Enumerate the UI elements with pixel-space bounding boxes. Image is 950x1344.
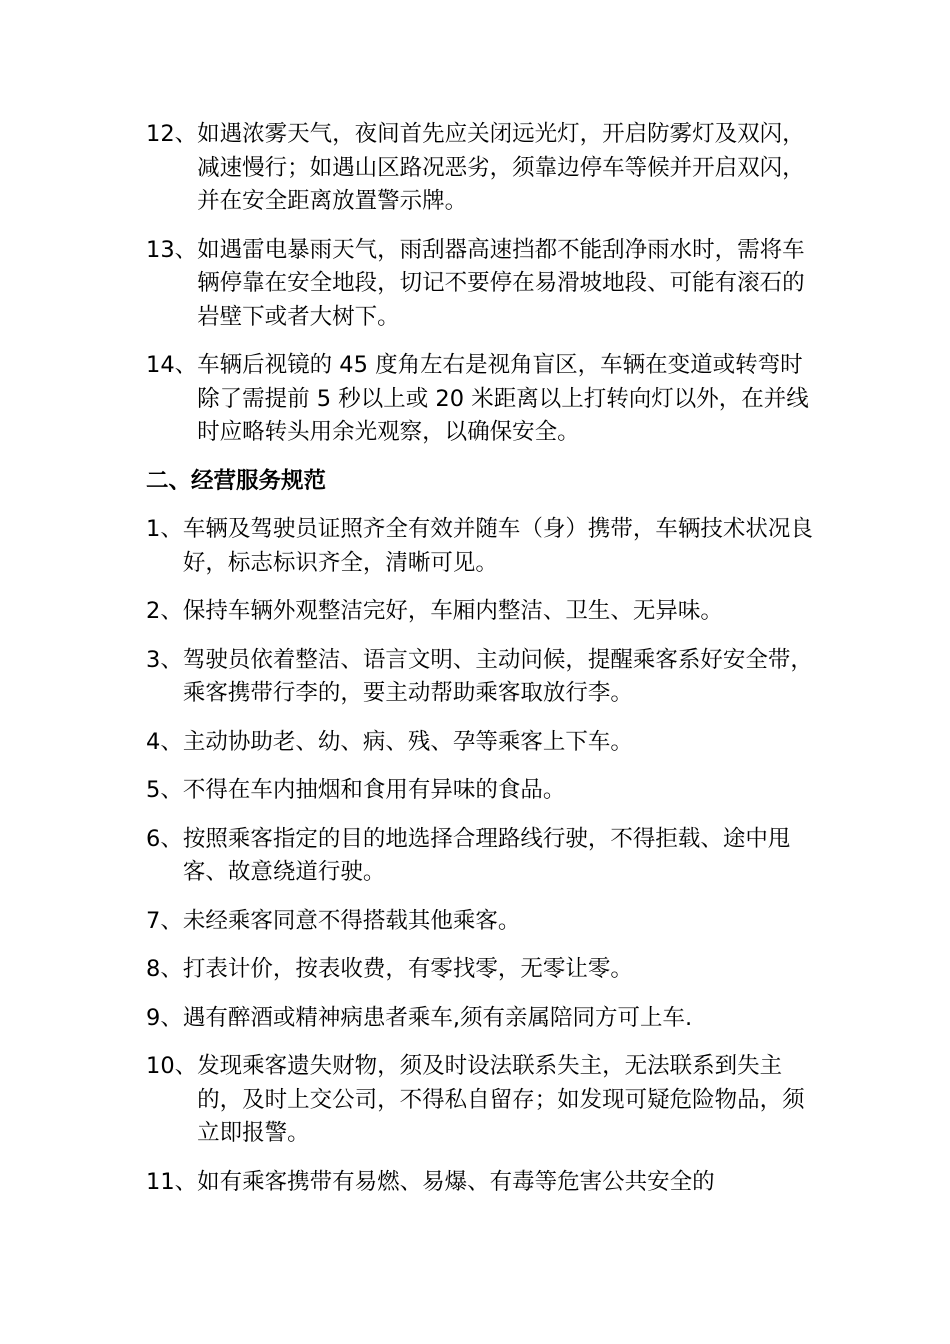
list-item <box>146 1050 814 1151</box>
item-number: 12、 <box>146 121 198 147</box>
item-text: 未经乘客同意不得搭载其他乘客。 <box>182 907 521 934</box>
list-item <box>146 1002 814 1036</box>
item-number: 2、 <box>146 598 183 624</box>
list-item <box>146 1166 814 1200</box>
list-item <box>146 234 814 335</box>
item-text: 主动协助老、幼、病、残、孕等乘客上下车。 <box>182 728 633 755</box>
list-item <box>146 118 814 219</box>
list-item <box>146 644 814 711</box>
item-text: 如遇浓雾天气，夜间首先应关闭远光灯，开启防雾灯及双闪，减速慢行；如遇山区路况恶劣，须靠边停车等候并开启双闪，并在安全距离放置警示牌。 <box>197 121 805 214</box>
section-heading: 二、经营服务规范 <box>146 467 327 494</box>
list-item <box>146 953 814 987</box>
item-number: 8、 <box>146 956 183 982</box>
item-text: 遇有醉酒或精神病患者乘车,须有亲属陪同方可上车. <box>182 1004 693 1031</box>
item-number: 1、 <box>146 516 183 542</box>
item-text: 如遇雷电暴雨天气，雨刮器高速挡都不能刮净雨水时，需将车辆停靠在安全地段，切记不要停在易滑坡地段、可能有滚石的岩壁下或者大树下。 <box>197 236 805 330</box>
item-number: 13、 <box>146 236 198 263</box>
list-item <box>146 349 814 450</box>
item-text: 如有乘客携带有易燃、易爆、有毒等危害公共安全的 <box>197 1168 715 1195</box>
item-number: 14、 <box>146 352 198 378</box>
item-text: 车辆后视镜的 45 度角左右是视角盲区，车辆在变道或转弯时除了需提前 5 秒以上或 20 米距离以上打转向灯以外，在并线时应略转头用余光观察，以确保安全。 <box>197 352 809 445</box>
list-item <box>146 513 814 580</box>
item-text: 驾驶员依着整洁、语言文明、主动问候，提醒乘客系好安全带，乘客携带行李的，要主动帮助乘客取放行李。 <box>182 646 813 706</box>
item-text: 车辆及驾驶员证照齐全有效并随车（身）携带，车辆技术状况良好，标志标识齐全，清晰可见。 <box>182 516 813 576</box>
item-number: 6、 <box>146 825 183 852</box>
list-item <box>146 774 814 808</box>
item-text: 按照乘客指定的目的地选择合理路线行驶，不得拒载、途中甩客、故意绕道行驶。 <box>182 825 791 885</box>
item-number: 10、 <box>146 1053 198 1079</box>
item-number: 4、 <box>146 728 183 755</box>
list-item <box>146 823 814 890</box>
list-item <box>146 726 814 760</box>
item-number: 9、 <box>146 1004 183 1031</box>
item-text: 不得在车内抽烟和食用有异味的食品。 <box>182 777 566 803</box>
item-number: 3、 <box>146 646 183 673</box>
item-number: 7、 <box>146 907 183 934</box>
item-text: 发现乘客遗失财物，须及时设法联系失主，无法联系到失主的，及时上交公司，不得私自留存；如发现可疑危险物品，须立即报警。 <box>197 1053 805 1146</box>
item-number: 11、 <box>146 1168 198 1195</box>
list-item <box>146 595 814 629</box>
item-number: 5、 <box>146 777 183 803</box>
item-text: 打表计价，按表收费，有零找零，无零让零。 <box>182 956 633 982</box>
document-page <box>146 118 814 1214</box>
list-item <box>146 905 814 939</box>
item-text: 保持车辆外观整洁完好，车厢内整洁、卫生、无异味。 <box>182 598 723 624</box>
